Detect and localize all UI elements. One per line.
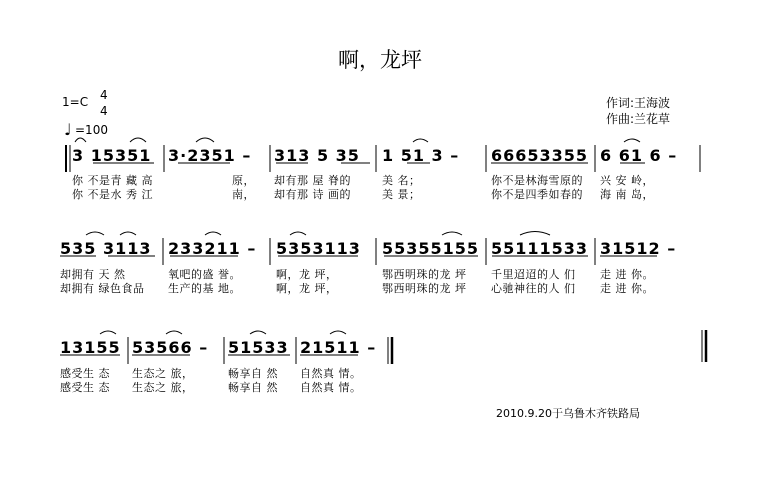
- lyric-line: 美 景；: [382, 188, 421, 201]
- time-signature-bottom: 4: [100, 104, 108, 118]
- measure: 21511 –: [300, 338, 377, 357]
- lyric-line: 生态之 旅，: [132, 367, 194, 380]
- lyric-line: 感受生 态: [60, 367, 110, 380]
- lyric-line: 却拥有 绿色食品: [60, 282, 145, 295]
- lyric-line: 生态之 旅，: [132, 381, 194, 394]
- measure: 51533: [228, 338, 289, 357]
- lyric-line: 感受生 态: [60, 381, 110, 394]
- lyric-line: 你不是四季如春的: [491, 188, 583, 201]
- lyric-line: 鄂西明珠的龙 坪: [382, 282, 467, 295]
- measure: 13155: [60, 338, 121, 357]
- time-signature-top: 4: [100, 88, 108, 102]
- lyric-line: 却有那 屋 脊的: [274, 174, 351, 187]
- measure: 53566 –: [132, 338, 209, 357]
- lyric-line: 南，: [232, 188, 255, 201]
- lyric-line: 原，: [232, 174, 255, 187]
- composer-credit: 作曲:兰花草: [606, 112, 671, 126]
- lyric-line: 自然真 情。: [300, 381, 362, 394]
- lyric-line: 氧吧的盛 誉。: [168, 268, 241, 281]
- lyricist-credit: 作词:王海波: [606, 96, 671, 110]
- tempo-marking: =100: [75, 123, 108, 137]
- measure: 6 61 6 –: [600, 146, 678, 165]
- lyric-line: 你不是林海雪原的: [491, 174, 583, 187]
- lyric-line: 走 进 你。: [600, 282, 654, 295]
- lyric-line: 却有那 诗 画的: [274, 188, 351, 201]
- measure: 5353113: [276, 239, 361, 258]
- quarter-note-icon: ♩: [64, 120, 72, 139]
- measure: 3·2351 –: [168, 146, 252, 165]
- lyric-line: 心驰神往的人 们: [491, 282, 576, 295]
- lyric-line: 自然真 情。: [300, 367, 362, 380]
- measure: 3 15351: [72, 146, 152, 165]
- lyric-line: 千里迢迢的人 们: [491, 268, 576, 281]
- measure: 233211 –: [168, 239, 257, 258]
- lyric-line: 啊，龙 坪，: [276, 282, 338, 295]
- lyric-line: 海 南 岛，: [600, 188, 654, 201]
- lyric-line: 你 不是青 藏 高: [72, 174, 153, 187]
- lyric-line: 美 名；: [382, 174, 421, 187]
- lyric-line: 啊，龙 坪，: [276, 268, 338, 281]
- measure: 55355155: [382, 239, 480, 258]
- key-signature: 1=C: [62, 95, 89, 109]
- lyric-line: 却拥有 天 然: [60, 268, 126, 281]
- date-location-note: 2010.9.20于乌鲁木齐铁路局: [496, 407, 640, 420]
- measure: 31512 –: [600, 239, 677, 258]
- lyric-line: 你 不是水 秀 江: [72, 188, 153, 201]
- measure: 1 51 3 –: [382, 146, 460, 165]
- measure: 66653355: [491, 146, 589, 165]
- measure: 55111533: [491, 239, 589, 258]
- lyric-line: 畅享自 然: [228, 367, 278, 380]
- lyric-line: 兴 安 岭，: [600, 174, 654, 187]
- measure: 535 3113: [60, 239, 152, 258]
- lyric-line: 畅享自 然: [228, 381, 278, 394]
- measure: 313 5 35: [274, 146, 360, 165]
- lyric-line: 生产的基 地。: [168, 282, 241, 295]
- lyric-line: 走 进 你。: [600, 268, 654, 281]
- lyric-line: 鄂西明珠的龙 坪: [382, 268, 467, 281]
- song-title: 啊，龙坪: [338, 48, 422, 72]
